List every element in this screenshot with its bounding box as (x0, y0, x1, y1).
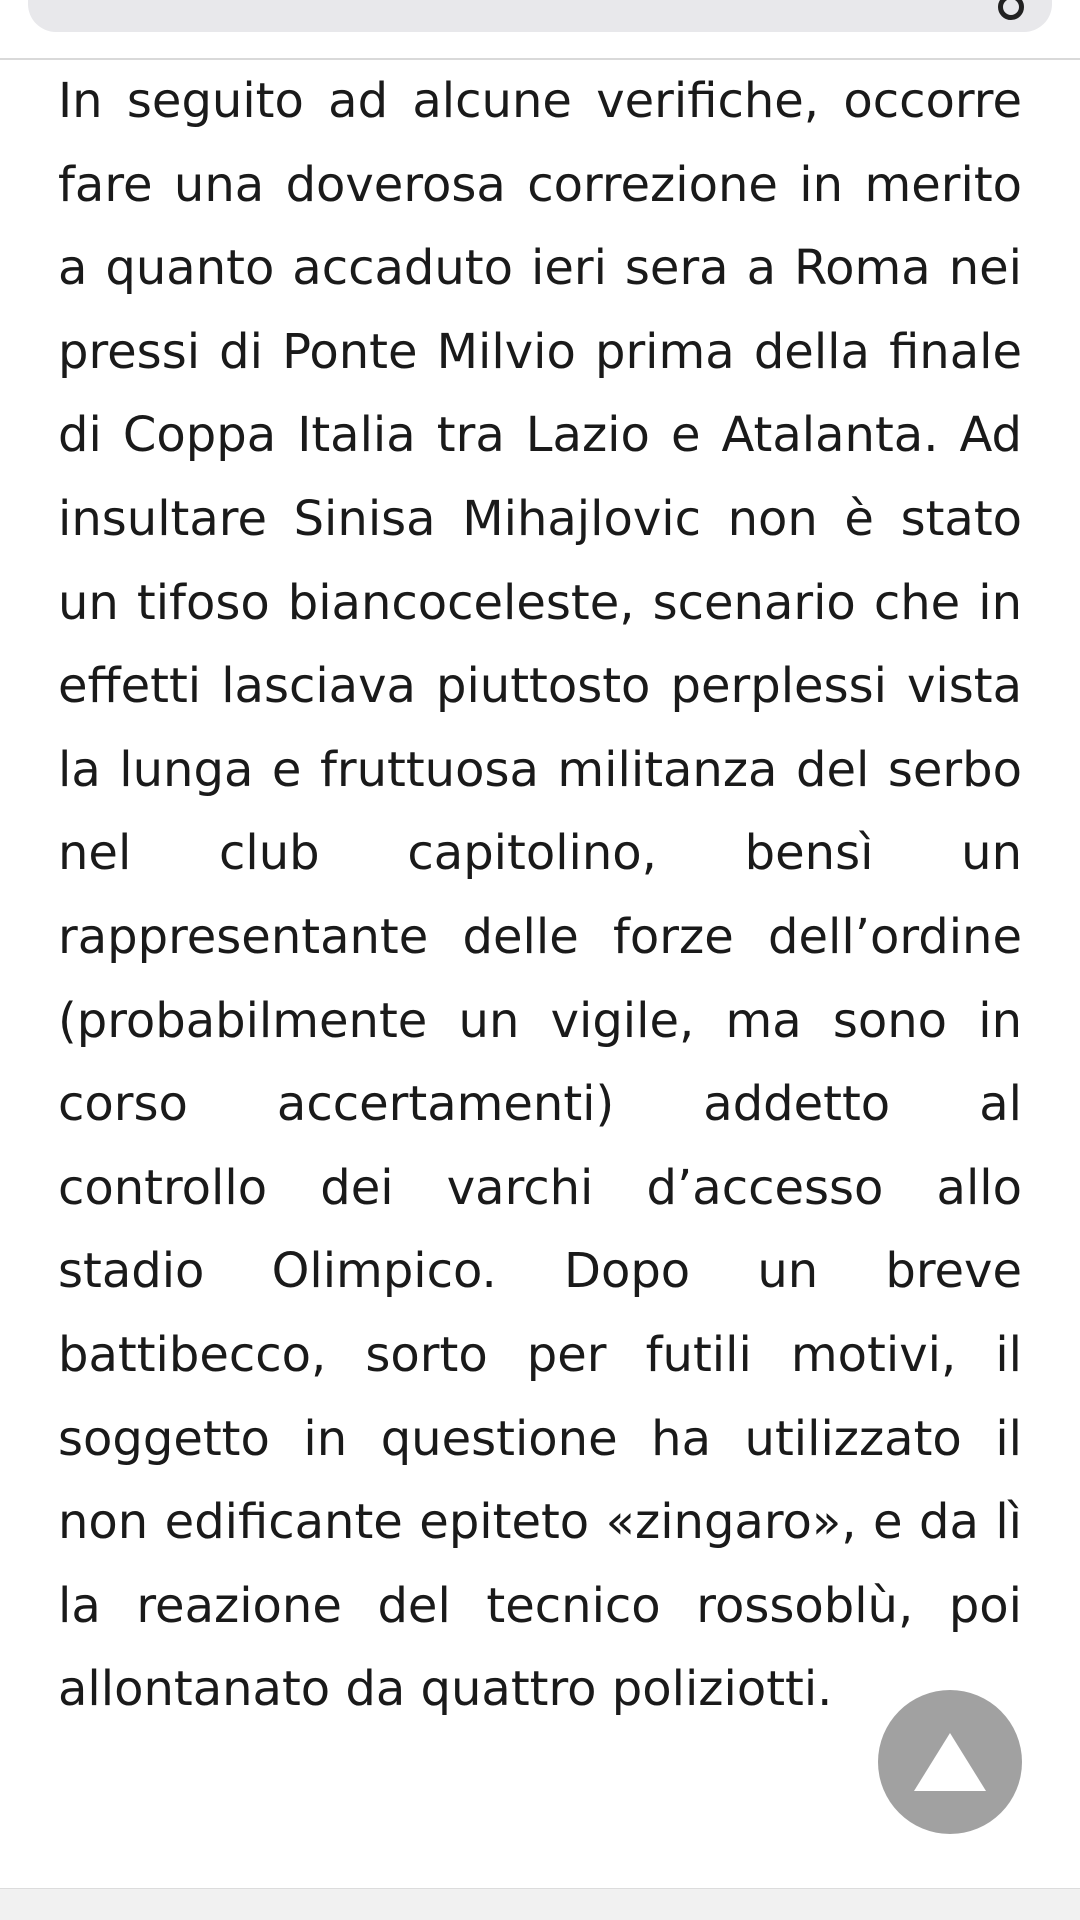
refresh-icon[interactable] (998, 0, 1024, 20)
article-paragraph: In seguito ad alcune verifiche, occorre fare una doverosa correzione in merito a quanto accaduto ieri sera a Roma nei pressi di Ponte Milvio prima della finale di Coppa Italia tra Lazio e Atalanta. Ad insultare Sinisa Mihajlovic non è stato un tifoso biancoceleste, scenario che in effetti lasciava piuttosto perplessi vista la lunga e fruttuosa militanza del serbo nel club capitolino, bensì un rappresentante delle forze dell’ordine (probabilmente un vigile, ma sono in corso accertamenti) addetto al controllo dei varchi d’accesso allo stadio Olimpico. Dopo un breve battibecco, sorto per futili motivi, il soggetto in questione ha utilizzato il non edificante epiteto «zingaro», e da lì la reazione del tecnico rossoblù, poi allontanato da quattro poliziotti. (58, 73, 1022, 1718)
article-body (58, 60, 1022, 1732)
arrow-up-triangle-icon (910, 1727, 990, 1797)
address-bar[interactable] (28, 0, 1052, 32)
browser-top-bar (0, 0, 1080, 60)
scroll-to-top-button[interactable] (878, 1690, 1022, 1834)
browser-bottom-bar (0, 1888, 1080, 1920)
